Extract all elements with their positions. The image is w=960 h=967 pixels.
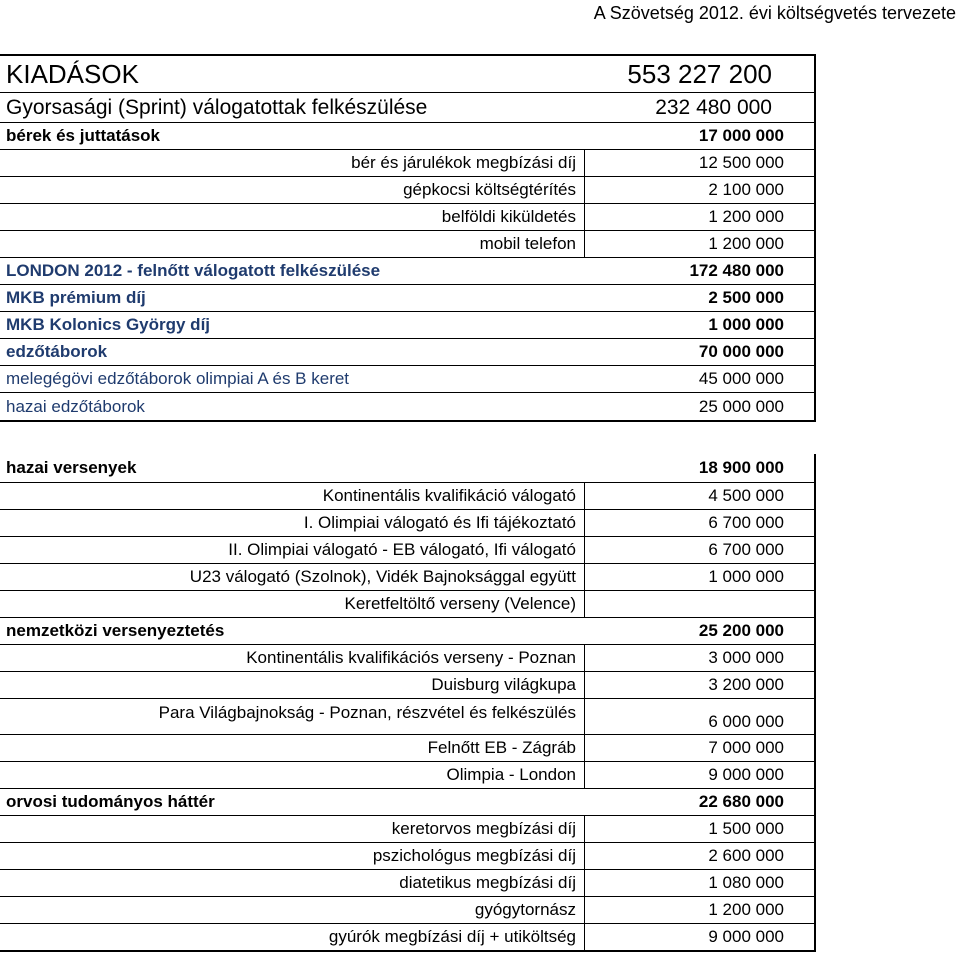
row-amount: 2 600 000 <box>708 846 784 865</box>
row-label: keretorvos megbízási díj <box>391 819 576 838</box>
column-divider <box>584 150 585 176</box>
table-row <box>0 482 814 509</box>
row-label: Gyorsasági (Sprint) válogatottak felkészülése <box>6 95 428 119</box>
row-label: Keretfeltöltő verseny (Velence) <box>344 594 576 613</box>
table-row <box>0 644 814 671</box>
table-row <box>0 788 814 815</box>
row-label: I. Olimpiai válogató és Ifi tájékoztató <box>303 513 576 532</box>
table-row <box>0 203 814 230</box>
column-divider <box>584 762 585 788</box>
row-amount: 45 000 000 <box>698 369 784 388</box>
row-amount: 17 000 000 <box>698 126 784 145</box>
column-divider <box>584 699 585 734</box>
row-amount: 172 480 000 <box>689 261 784 280</box>
row-label: Kontinentális kvalifikációs verseny - Poznan <box>246 648 576 667</box>
row-label: nemzetközi versenyeztetés <box>6 621 225 640</box>
column-divider <box>584 564 585 590</box>
row-amount: 25 000 000 <box>698 396 784 416</box>
row-label: MKB Kolonics György díj <box>6 315 211 334</box>
column-divider <box>584 537 585 563</box>
row-amount: 18 900 000 <box>698 458 784 477</box>
row-amount: 9 000 000 <box>708 765 784 784</box>
row-label: hazai versenyek <box>6 458 137 477</box>
row-amount: 6 700 000 <box>708 513 784 532</box>
column-divider <box>584 924 585 950</box>
table-row <box>0 311 814 338</box>
table-row <box>0 454 814 482</box>
table-row <box>0 563 814 590</box>
column-divider <box>584 843 585 869</box>
column-divider <box>584 672 585 698</box>
row-label: gyúrók megbízási díj + utiköltség <box>328 927 576 946</box>
table-row <box>0 923 814 950</box>
row-amount: 553 227 200 <box>627 58 772 89</box>
row-label: II. Olimpiai válogató - EB válogató, Ifi válogató <box>228 540 576 559</box>
row-label: Olimpia - London <box>446 765 576 784</box>
row-amount: 232 480 000 <box>655 95 772 119</box>
row-amount: 70 000 000 <box>698 342 784 361</box>
expenses-table-top <box>0 54 816 422</box>
row-label: KIADÁSOK <box>6 58 139 89</box>
table-row <box>0 509 814 536</box>
table-row <box>0 734 814 761</box>
row-label: melegégövi edzőtáborok olimpiai A és B keret <box>6 369 350 388</box>
table-row <box>0 761 814 788</box>
table-row <box>0 698 814 734</box>
row-amount: 3 200 000 <box>708 675 784 694</box>
row-label: Kontinentális kvalifikáció válogató <box>322 486 576 505</box>
row-label: diatetikus megbízási díj <box>399 873 576 892</box>
row-amount: 1 080 000 <box>708 873 784 892</box>
table-row <box>0 590 814 617</box>
row-amount: 25 200 000 <box>698 621 784 640</box>
table-row <box>0 671 814 698</box>
row-amount: 1 500 000 <box>708 819 784 838</box>
row-amount: 4 500 000 <box>708 486 784 505</box>
row-amount: 1 000 000 <box>708 567 784 586</box>
column-divider <box>584 735 585 761</box>
column-divider <box>584 231 585 257</box>
row-amount: 1 200 000 <box>708 207 784 226</box>
column-divider <box>584 870 585 896</box>
table-row <box>0 92 814 122</box>
table-row <box>0 536 814 563</box>
row-label: hazai edzőtáborok <box>6 396 145 416</box>
table-row <box>0 338 814 365</box>
column-divider <box>584 177 585 203</box>
row-amount: 12 500 000 <box>698 153 784 172</box>
row-label: LONDON 2012 - felnőtt válogatott felkészülése <box>6 261 381 280</box>
row-label: bér és járulékok megbízási díj <box>351 153 576 172</box>
row-label: Felnőtt EB - Zágráb <box>427 738 576 757</box>
column-divider <box>584 645 585 671</box>
table-row <box>0 842 814 869</box>
row-amount: 1 200 000 <box>708 900 784 919</box>
table-row <box>0 257 814 284</box>
table-row <box>0 284 814 311</box>
column-divider <box>584 591 585 617</box>
table-row <box>0 230 814 257</box>
row-label: bérek és juttatások <box>6 126 161 145</box>
row-amount: 22 680 000 <box>698 792 784 811</box>
column-divider <box>584 897 585 923</box>
row-amount: 1 000 000 <box>708 315 784 334</box>
column-divider <box>584 483 585 509</box>
column-divider <box>584 510 585 536</box>
row-label: MKB prémium díj <box>6 288 146 307</box>
table-row <box>0 149 814 176</box>
row-amount: 6 000 000 <box>708 712 784 731</box>
table-row <box>0 896 814 923</box>
table-row <box>0 617 814 644</box>
row-label: gyógytornász <box>474 900 576 919</box>
row-label: pszichológus megbízási díj <box>372 846 576 865</box>
table-row <box>0 56 814 92</box>
row-amount: 6 700 000 <box>708 540 784 559</box>
column-divider <box>584 816 585 842</box>
row-label: Para Világbajnokság - Poznan, részvétel és felkészülés <box>158 703 576 722</box>
row-amount: 2 500 000 <box>708 288 784 307</box>
table-row <box>0 365 814 392</box>
row-label: U23 válogató (Szolnok), Vidék Bajnoksággal együtt <box>189 567 576 586</box>
row-label: edzőtáborok <box>6 342 108 361</box>
row-amount: 2 100 000 <box>708 180 784 199</box>
table-row <box>0 176 814 203</box>
row-amount: 3 000 000 <box>708 648 784 667</box>
row-label: belföldi kiküldetés <box>441 207 576 226</box>
page-title: A Szövetség 2012. évi költségvetés tervezete <box>593 3 956 23</box>
row-label: gépkocsi költségtérítés <box>403 180 576 199</box>
table-row <box>0 122 814 149</box>
table-row <box>0 869 814 896</box>
row-amount: 9 000 000 <box>708 927 784 946</box>
row-amount: 7 000 000 <box>708 738 784 757</box>
row-label: mobil telefon <box>479 234 576 253</box>
row-label: orvosi tudományos háttér <box>6 792 215 811</box>
row-label: Duisburg világkupa <box>431 675 576 694</box>
table-row <box>0 815 814 842</box>
column-divider <box>584 204 585 230</box>
row-amount: 1 200 000 <box>708 234 784 253</box>
expenses-table-bottom <box>0 454 816 952</box>
table-row <box>0 392 814 420</box>
